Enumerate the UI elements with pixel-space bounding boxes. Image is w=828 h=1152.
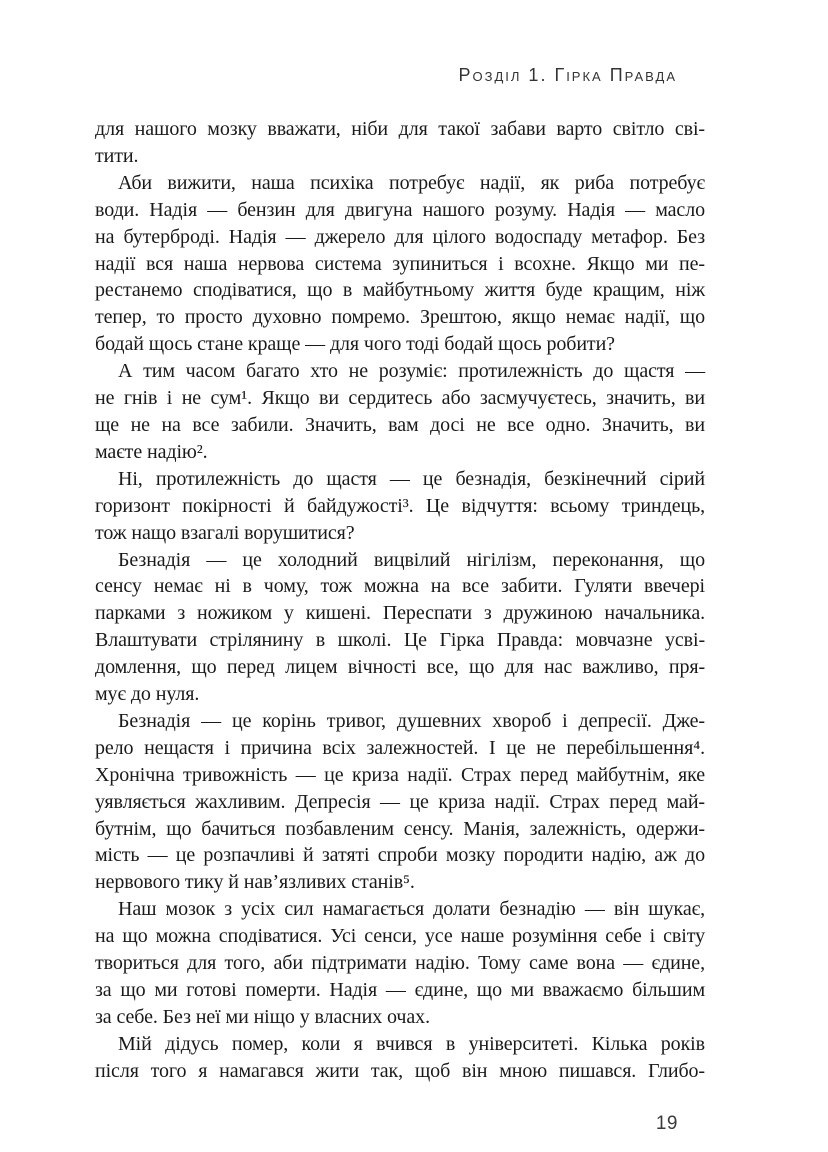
text-line: Ні, протилежність до щастя — це безнадія, безкінечний сірий <box>118 467 705 490</box>
paragraph <box>95 708 705 896</box>
text-line: тити. <box>95 144 139 167</box>
text-line: рестанемо сподіватися, що в майбутньому життя буде кращим, ніж <box>95 279 705 302</box>
paragraph <box>95 170 705 358</box>
text-line: тепер, то просто духовно помремо. Зрештою, якщо немає надії, що <box>95 306 705 329</box>
paragraph <box>95 358 705 466</box>
text-line: мість — це розпачливі й затяті спроби мозку породити надію, аж до <box>95 844 705 867</box>
text-line: за що ми готові померти. Надія — єдине, що ми вважаємо більшим <box>95 979 705 1001</box>
text-line: рело нещастя і причина всіх залежностей. І це не перебільшення⁴. <box>95 736 705 759</box>
text-line: бутнім, що бачиться позбавленим сенсу. Манія, залежність, одержи- <box>95 817 705 840</box>
running-header: Розділ 1. Гірка Правда <box>458 65 677 85</box>
text-line: мує до нуля. <box>95 683 200 706</box>
text-line: не гнів і не сум¹. Якщо ви сердитесь або засмучуєтесь, значить, ви <box>95 387 705 410</box>
text-line: Аби вижити, наша психіка потребує надії, як риба потребує <box>118 171 705 194</box>
paragraph <box>95 1031 705 1085</box>
text-line: після того я намагався жити так, щоб він мною пишався. Глибо- <box>95 1059 705 1082</box>
text-line: домлення, що перед лицем вічності все, що для нас важливо, пря- <box>95 656 705 679</box>
paragraph <box>95 116 705 170</box>
text-line: за себе. Без неї ми ніщо у власних очах. <box>95 1005 430 1028</box>
text-line: бодай щось стане краще — для чого тоді бодай щось робити? <box>95 333 615 356</box>
text-line: сенсу немає ні в чому, тож можна на все забити. Гуляти ввечері <box>95 575 705 598</box>
text-line: тож нащо взагалі ворушитися? <box>95 521 355 544</box>
text-line: А тим часом багато хто не розуміє: протилежність до щастя — <box>118 360 705 383</box>
text-line: Влаштувати стрілянину в школі. Це Гірка Правда: мовчазне усві- <box>95 629 705 652</box>
paragraph <box>95 896 705 1031</box>
text-line: нервового тику й нав’язливих станів⁵. <box>95 871 415 894</box>
text-line: надії вся наша нервова система зупиниться і всохне. Якщо ми пе- <box>95 252 705 275</box>
text-line: Наш мозок з усіх сил намагається долати безнадію — він шукає, <box>118 898 705 921</box>
text-line: для нашого мозку вважати, ніби для такої забави варто світло сві- <box>95 118 705 140</box>
text-line: води. Надія — бензин для двигуна нашого розуму. Надія — масло <box>95 198 705 221</box>
text-line: Безнадія — це холодний вицвілий нігілізм, переконання, що <box>118 548 705 571</box>
page-number: 19 <box>655 1113 678 1134</box>
text-line: на що можна сподіватися. Усі сенси, усе наше розуміння себе і світу <box>95 925 705 948</box>
text-line: на бутерброді. Надія — джерело для цілого водоспаду метафор. Без <box>95 225 705 248</box>
paragraph <box>95 466 705 547</box>
paragraph <box>95 547 705 708</box>
text-line: горизонт покірності й байдужості³. Це відчуття: всьому триндець, <box>95 494 705 517</box>
body-text <box>95 116 705 1085</box>
text-line: Мій дідусь помер, коли я вчився в університеті. Кілька років <box>118 1032 705 1055</box>
text-line: уявляється жахливим. Депресія — це криза надії. Страх перед май- <box>95 790 705 813</box>
text-line: твориться для того, аби підтримати надію. Тому саме вона — єдине, <box>95 952 705 975</box>
text-line: Безнадія — це корінь тривог, душевних хвороб і депресії. Дже- <box>118 709 705 732</box>
text-line: маєте надію². <box>95 440 208 463</box>
text-line: парками з ножиком у кишені. Переспати з дружиною начальника. <box>95 602 705 625</box>
text-line: Хронічна тривожність — це криза надії. Страх перед майбутнім, яке <box>95 763 705 786</box>
text-line: ще не на все забили. Значить, вам досі не все одно. Значить, ви <box>95 413 705 436</box>
